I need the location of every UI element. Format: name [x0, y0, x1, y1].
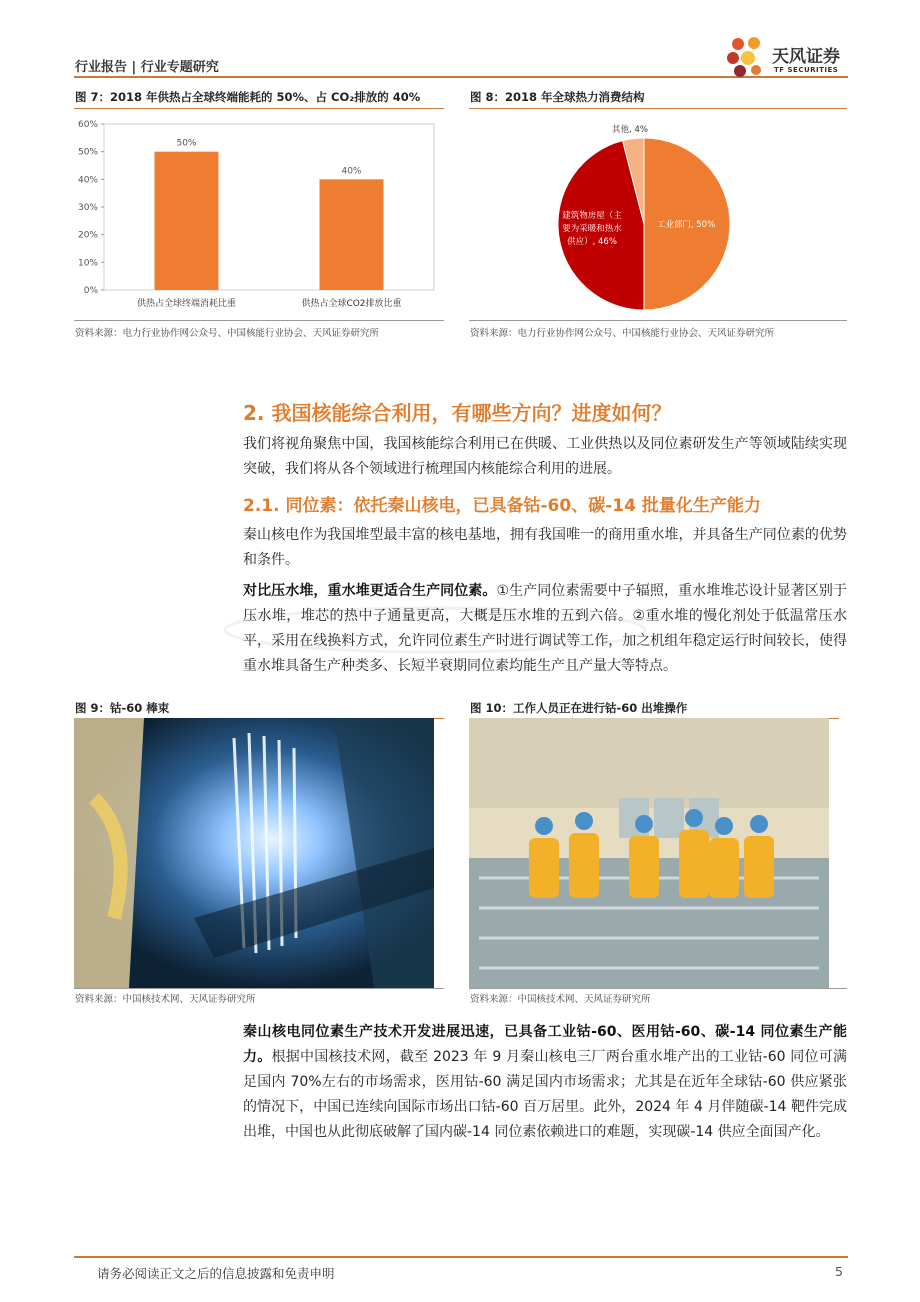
cobalt60-rod-bundle-photo [74, 718, 434, 988]
plot-area [104, 124, 434, 290]
figure8-pie-chart [469, 112, 847, 318]
figure7-bar-chart [74, 112, 444, 318]
figure10-source: 资料来源：中国核技术网、天风证券研究所 [470, 994, 651, 1005]
section21-para1: 秦山核电作为我国堆型最丰富的核电基地，拥有我国唯一的商用重水堆，并具备生产同位素的优势和条件。 [243, 527, 847, 568]
section21-para2-bold: 对比压水堆，重水堆更适合生产同位素。 [243, 583, 497, 599]
section2-heading: 2. 我国核能综合利用，有哪些方向？进度如何？ [243, 401, 672, 425]
figure7-caption: 图 7：2018 年供热占全球终端能耗的 50%、占 CO₂排放的 40% [75, 90, 421, 104]
page-number: 5 [835, 1264, 843, 1279]
pie-label: 供应）, 46% [567, 237, 617, 247]
bar [320, 179, 384, 290]
logo-text-en: TF SECURITIES [774, 66, 839, 74]
section21-para3 [243, 1020, 847, 1145]
x-category-label: 供热占全球CO2排放比重 [301, 299, 402, 309]
pie-label: 建筑物房屋（主 [562, 211, 622, 221]
figure7-bottom-rule [74, 320, 444, 321]
bar [155, 152, 219, 290]
section21-para2-text: ①生产同位素需要中子辐照，重水堆堆芯设计显著区别于压水堆，堆芯的热中子通量更高，大概是压水堆的五到六倍。②重水堆的慢化剂处于低温常压水平，采用在线换料方式，允许同位素生产时进行调试等工作，加之机组年稳定运行时间较长，使得重水堆具备生产种类多、长短半衰期同位素均能生产且产量大等特点。 [243, 583, 847, 674]
figure7-source: 资料来源：电力行业协作网公众号、中国核能行业协会、天风证券研究所 [75, 328, 380, 339]
y-tick-label: 60% [77, 120, 98, 130]
x-category-label: 供热占全球终端消耗比重 [136, 299, 237, 309]
figure8-source: 资料来源：电力行业协作网公众号、中国核能行业协会、天风证券研究所 [470, 328, 775, 339]
bar-data-label: 50% [176, 138, 197, 149]
section21-para3-text: 根据中国核技术网，截至 2023 年 9 月秦山核电三厂两台重水堆产出的工业钴-60 同位可满足国内 70%左右的市场需求，医用钴-60 满足国内市场需求；尤其是在近年全球钴-60 供应紧张的情况下，中国已连续向国际市场出口钴-60 百万居里。此外，2024 年 4 月伴随碳-14 靶件完成出堆，中国也从此彻底破解了国内碳-14 同位素依赖进口的难题，实现碳-14 供应全面国产化。 [243, 1049, 848, 1140]
y-tick-label: 40% [77, 175, 98, 186]
footer-disclaimer: 请务必阅读正文之后的信息披露和免责申明 [97, 1266, 335, 1281]
figure10-caption: 图 10：工作人员正在进行钴-60 出堆操作 [470, 701, 688, 715]
figure9-caption: 图 9：钴-60 棒束 [75, 701, 170, 715]
y-tick-label: 20% [77, 230, 98, 241]
figure10-bottom-rule [469, 988, 847, 989]
footer-divider [74, 1256, 848, 1258]
section21-para3-bold: 秦山核电同位素生产技术开发进展迅速，已具备工业钴-60、医用钴-60、碳-14 同位素生产能力。 [243, 1024, 847, 1065]
y-tick-label: 10% [77, 258, 98, 269]
bar-data-label: 40% [341, 166, 362, 177]
section21-para2 [243, 579, 847, 679]
pie-label: 工业部门, 50% [656, 220, 716, 230]
y-tick-label: 0% [83, 286, 98, 296]
figure8-top-rule [469, 108, 847, 109]
figure9-source: 资料来源：中国核技术网、天风证券研究所 [75, 994, 256, 1005]
figure8-caption: 图 8：2018 年全球热力消费结构 [470, 90, 645, 104]
section2-intro: 我们将视角聚焦中国，我国核能综合利用已在供暖、工业供热以及同位素研发生产等领域陆续实现突破，我们将从各个领域进行梳理国内核能综合利用的进展。 [243, 436, 847, 477]
report-type: 行业报告 | 行业专题研究 [75, 60, 219, 75]
figure9-bottom-rule [74, 988, 444, 989]
figure7-top-rule [74, 108, 444, 109]
pie-label: 要为采暖和热水 [562, 224, 622, 234]
cobalt60-discharge-operation-photo [469, 718, 829, 988]
figure8-bottom-rule [469, 320, 847, 321]
y-tick-label: 50% [77, 147, 98, 158]
tf-logo-icon [724, 34, 770, 80]
logo-text-cn: 天风证券 [772, 47, 840, 67]
pie-label: 其他, 4% [612, 125, 648, 135]
y-tick-label: 30% [77, 203, 98, 213]
section21-heading: 2.1. 同位素：依托秦山核电，已具备钴-60、碳-14 批量化生产能力 [243, 496, 761, 516]
